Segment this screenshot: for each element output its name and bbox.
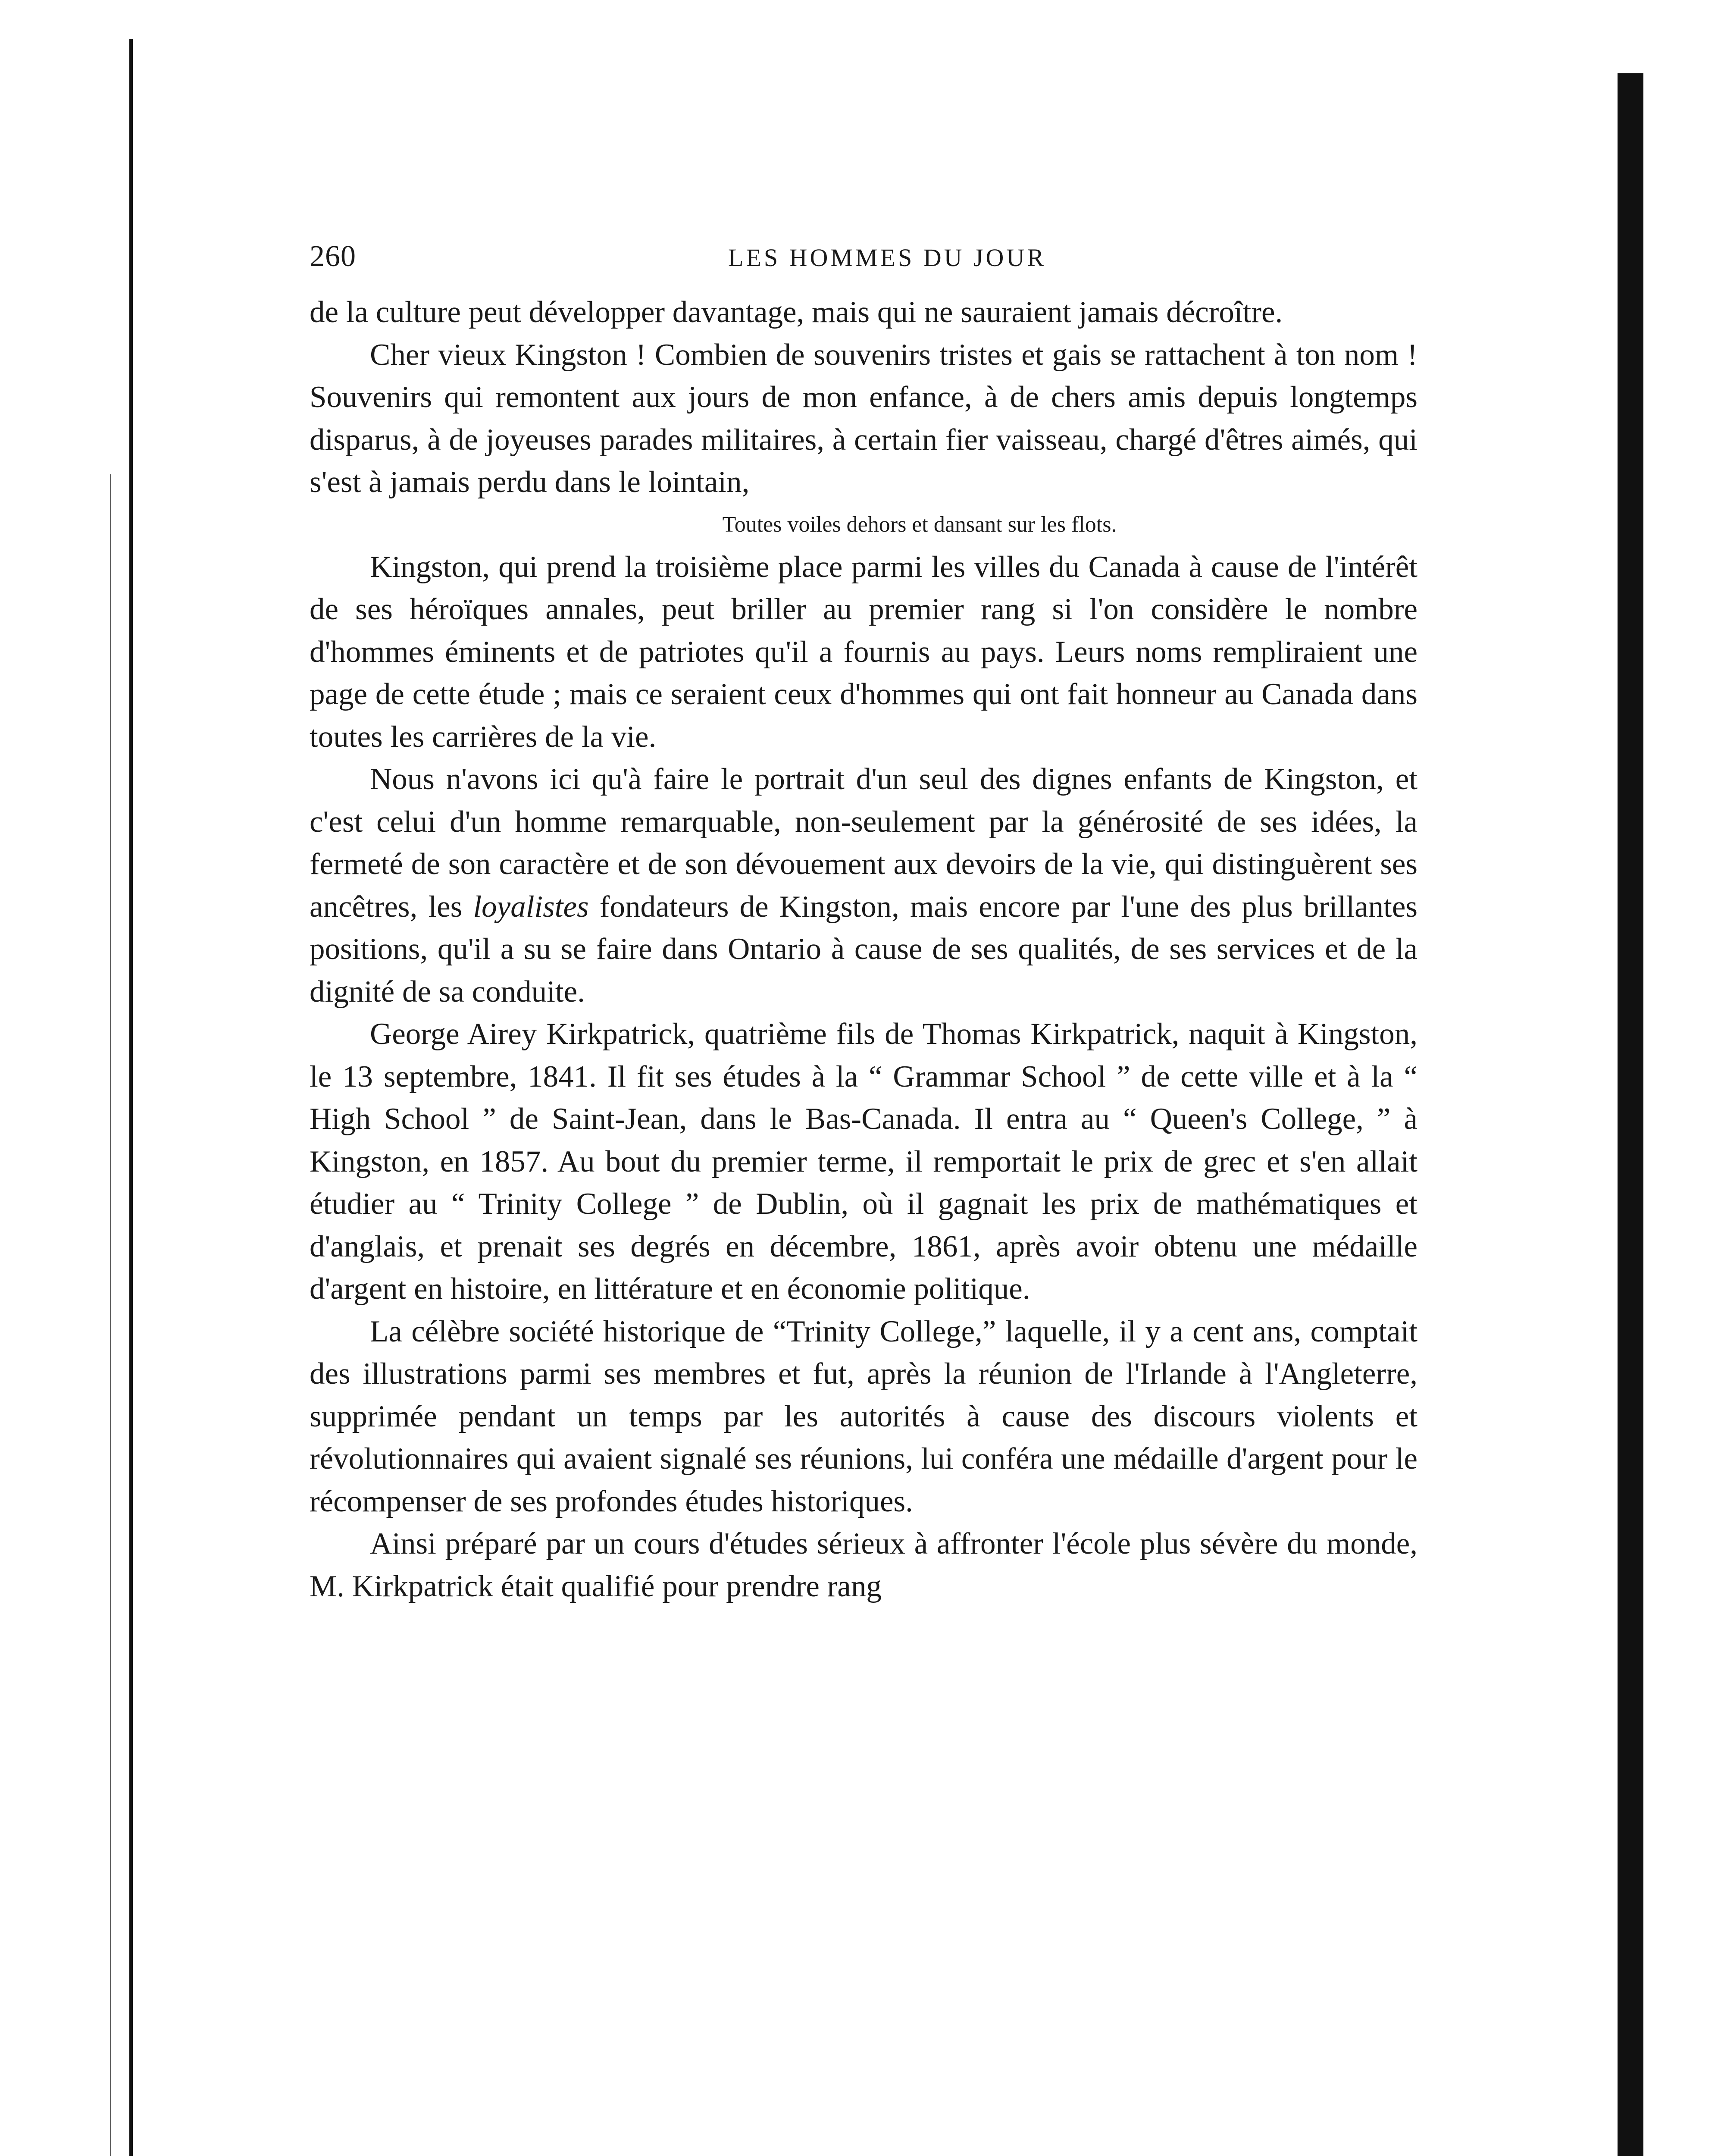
paragraph-4-end: fondateurs de Kingston, mais encore par l'une des plus brillantes positions, qu'il a su se faire dans Ontario à cause de ses qualités, de ses services et de la dignité de sa conduite. [310,890,1417,1009]
paragraph-4 [310,758,1417,1013]
page-number: 260 [310,240,356,273]
scan-edge-left [129,39,133,2156]
paragraph-4-italic: loyalistes [473,890,589,924]
running-title: LES HOMMES DU JOUR [728,244,1046,272]
page-header [310,239,1417,291]
book-page [310,239,1417,1608]
paragraph-7: Ainsi préparé par un cours d'études sérieux à affronter l'école plus sévère du monde, M. Kirkpatrick était qualifié pour prendre rang [310,1527,1417,1603]
paragraph-2: Cher vieux Kingston ! Combien de souvenirs tristes et gais se rattachent à ton nom ! Souvenirs qui remontent aux jours de mon enfance, à de chers amis depuis longtemps disparus, à de joyeuses parades militaires, à certain fier vaisseau, chargé d'êtres aimés, qui s'est à jamais perdu dans le lointain, [310,338,1417,499]
scan-edge-left-thin [110,474,111,2156]
page-body [310,291,1417,1608]
scan-edge-right [1618,73,1643,2156]
paragraph-3: Kingston, qui prend la troisième place parmi les villes du Canada à cause de l'intérêt de ses héroïques annales, peut briller au premier rang si l'on considère le nombre d'hommes éminents et de patriotes qu'il a fournis au pays. Leurs noms rempliraient une page de cette étude ; mais ce seraient ceux d'hommes qui ont fait honneur au Canada dans toutes les carrières de la vie. [310,550,1417,754]
paragraph-4-start: Nous n'avons ici qu'à faire le portrait d'un seul des dignes enfants de Kingston, et c'est celui d'un homme remarquable, non-seulement par la générosité de ses idées, la fermeté de son caractère et de son dévouement aux devoirs de la vie, qui distinguèrent ses ancêtres, les [310,762,1417,924]
verse-quotation: Toutes voiles dehors et dansant sur les flots. [722,512,1117,537]
paragraph-1: de la culture peut développer davantage, mais qui ne sauraient jamais décroître. [310,295,1283,329]
paragraph-6: La célèbre société historique de “Trinity College,” laquelle, il y a cent ans, comptait des illustrations parmi ses membres et fut, après la réunion de l'Irlande à l'Angleterre, supprimée pendant un temps par les autorités à cause des discours violents et révolutionnaires qui avaient signalé ses réunions, lui conféra une médaille d'argent pour le récompenser de ses profondes études historiques. [310,1314,1417,1518]
paragraph-5: George Airey Kirkpatrick, quatrième fils de Thomas Kirkpatrick, naquit à Kingston, le 13 septembre, 1841. Il fit ses études à la “ Grammar School ” de cette ville et à la “ High School ” de Saint-Jean, dans le Bas-Canada. Il entra au “ Queen's College, ” à Kingston, en 1857. Au bout du premier terme, il remportait le prix de grec et s'en allait étudier au “ Trinity College ” de Dublin, où il gagnait les prix de mathématiques et d'anglais, et prenait ses degrés en décembre, 1861, après avoir obtenu une médaille d'argent en histoire, en littérature et en économie politique. [310,1017,1417,1306]
